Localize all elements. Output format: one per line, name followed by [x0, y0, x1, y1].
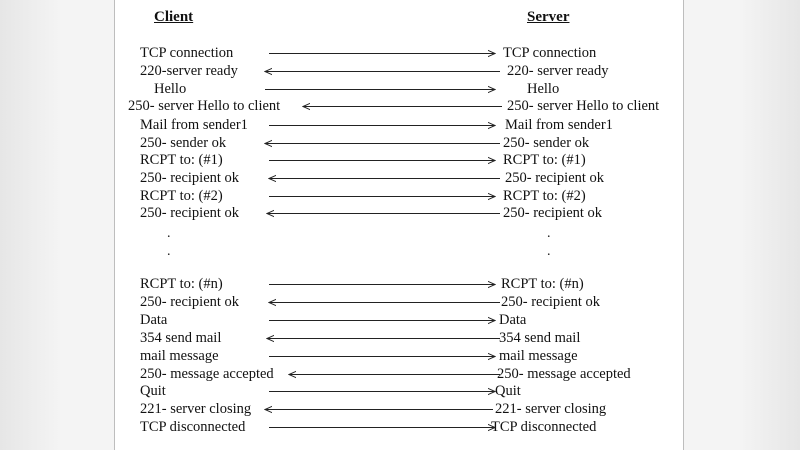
client-message-label: mail message: [140, 348, 219, 364]
client-message-label: Data: [140, 312, 168, 328]
client-message-label: RCPT to: (#n): [140, 276, 223, 292]
server-message-label: mail message: [499, 348, 578, 364]
client-ellipsis-dot: .: [167, 226, 171, 241]
server-message-label: RCPT to: (#1): [503, 152, 586, 168]
client-message-label: TCP connection: [140, 45, 234, 61]
server-message-label: 220- server ready: [507, 63, 609, 79]
client-ellipsis-dot: .: [167, 244, 171, 259]
client-message-label: 250- server Hello to client: [128, 98, 281, 114]
server-ellipsis-dot: .: [547, 226, 551, 241]
client-message-label: Quit: [140, 383, 166, 399]
server-message-label: Quit: [495, 383, 521, 399]
client-header: Client: [154, 9, 194, 25]
server-message-label: TCP connection: [503, 45, 597, 61]
client-message-label: 221- server closing: [140, 401, 252, 417]
server-message-label: 250- sender ok: [503, 135, 590, 151]
client-message-label: TCP disconnected: [140, 419, 246, 435]
client-message-label: Hello: [154, 81, 187, 97]
server-message-label: 250- server Hello to client: [507, 98, 660, 114]
client-message-label: 250- message accepted: [140, 366, 274, 382]
server-message-label: 250- message accepted: [497, 366, 631, 382]
client-message-label: 250- recipient ok: [140, 294, 240, 310]
client-message-label: 354 send mail: [140, 330, 222, 346]
server-message-label: Hello: [527, 81, 560, 97]
client-message-label: 250- sender ok: [140, 135, 227, 151]
server-message-label: 221- server closing: [495, 401, 607, 417]
server-message-label: Data: [499, 312, 527, 328]
server-message-label: TCP disconnected: [491, 419, 597, 435]
client-message-label: 250- recipient ok: [140, 205, 240, 221]
client-message-label: RCPT to: (#2): [140, 188, 223, 204]
client-message-label: RCPT to: (#1): [140, 152, 223, 168]
client-message-label: 220-server ready: [140, 63, 238, 79]
server-message-label: Mail from sender1: [505, 117, 613, 133]
server-message-label: RCPT to: (#n): [501, 276, 584, 292]
server-message-label: RCPT to: (#2): [503, 188, 586, 204]
server-ellipsis-dot: .: [547, 244, 551, 259]
server-message-label: 250- recipient ok: [503, 205, 603, 221]
client-message-label: 250- recipient ok: [140, 170, 240, 186]
server-message-label: 250- recipient ok: [501, 294, 601, 310]
server-message-label: 354 send mail: [499, 330, 581, 346]
server-header: Server: [527, 9, 570, 25]
server-message-label: 250- recipient ok: [505, 170, 605, 186]
client-message-label: Mail from sender1: [140, 117, 248, 133]
